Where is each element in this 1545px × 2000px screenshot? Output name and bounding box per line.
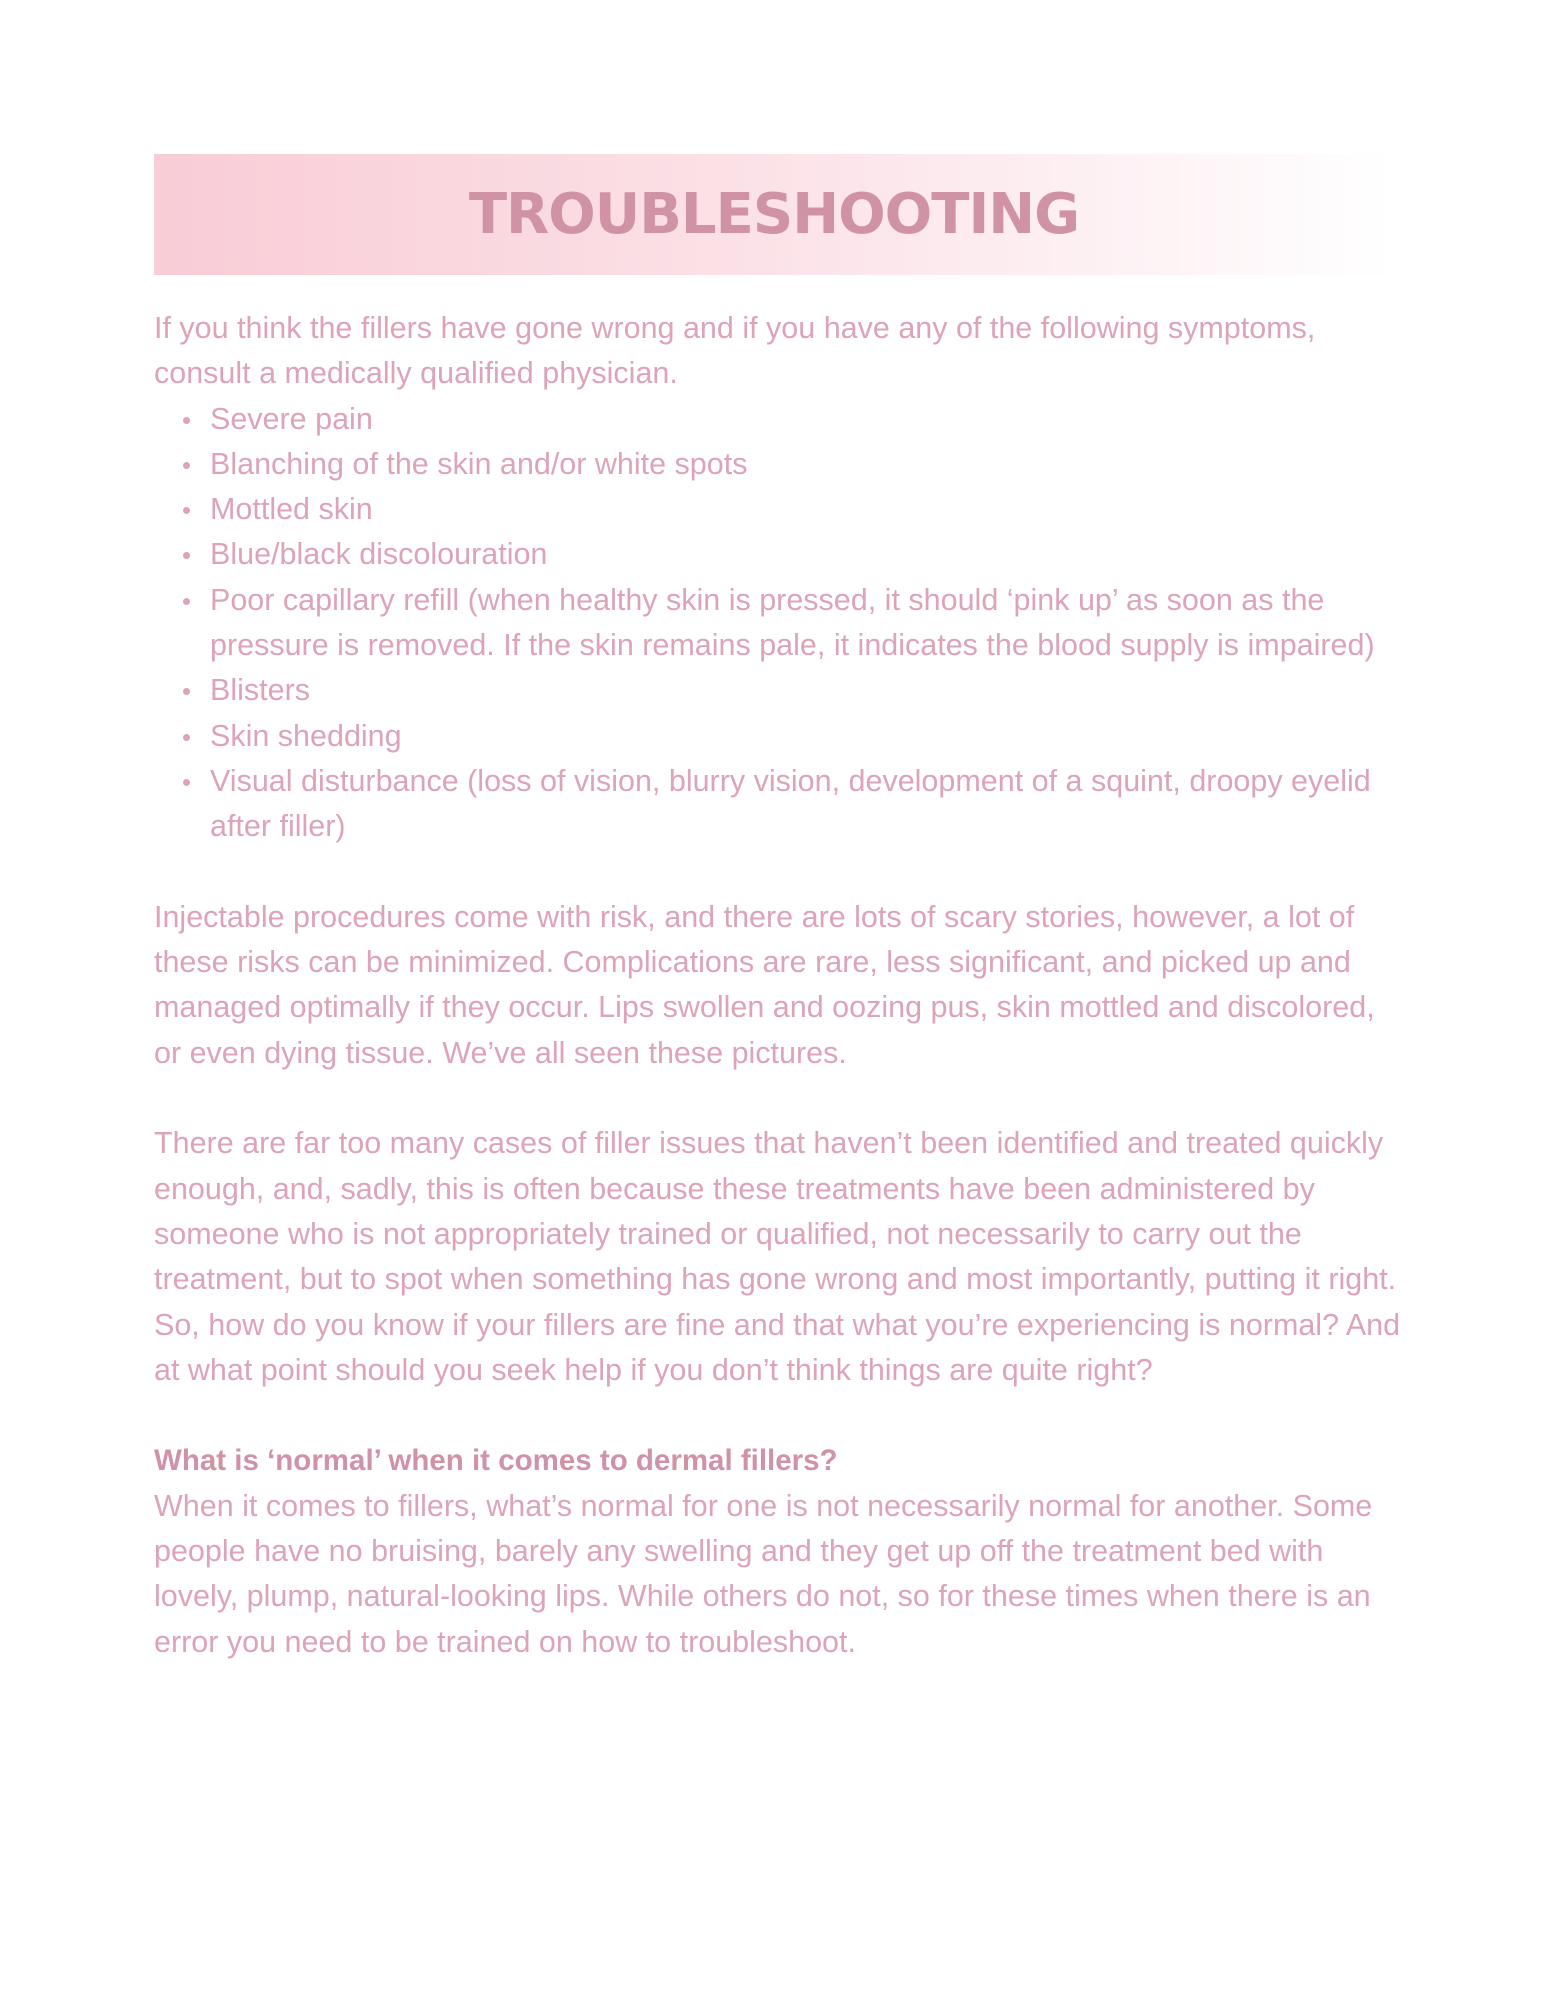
spacer [154,850,1404,895]
page-title: TROUBLESHOOTING [468,182,1080,247]
cases-paragraph: There are far too many cases of filler issues that haven’t been identified and treated quickly enough, and, sadly, this is often because these treatments have been administered by someone who is not appropriately trained or qualified, not necessarily to carry out the treatment, but to spot when something has gone wrong and most importantly, putting it right. So, how do you know if your fillers are fine and that what you’re experiencing is normal? And at what point should you seek help if you don’t think things are quite right? [154,1126,1401,1387]
normal-paragraph: When it comes to fillers, what’s normal for one is not necessarily normal for another. Some people have no bruising, barely any swelling and they get up off the treatment bed with lovely, plump, natural-looking lips. While others do not, so for these times when there is an error you need to be trained on how to troubleshoot. [154,1488,1373,1659]
spacer [154,1393,1404,1438]
list-item: Blisters [210,668,1404,713]
list-item: Blanching of the skin and/or white spots [210,442,1404,487]
content-body [154,306,1404,1665]
section-heading: What is ‘normal’ when it comes to dermal fillers? [154,1444,838,1478]
list-item: Blue/black discolouration [210,532,1404,577]
list-item: Severe pain [210,397,1404,442]
intro-paragraph: If you think the fillers have gone wrong and if you have any of the following symptoms, consult a medically qualified physician. [154,311,1316,391]
risk-paragraph: Injectable procedures come with risk, and there are lots of scary stories, however, a lot of these risks can be minimized. Complications are rare, less significant, and picked up and managed optimally if they occur. Lips swollen and oozing pus, skin mottled and discolored, or even dying tissue. We’ve all seen these pictures. [154,899,1375,1070]
list-item: Visual disturbance (loss of vision, blurry vision, development of a squint, droopy eyelid after filler) [210,759,1404,850]
list-item: Mottled skin [210,487,1404,532]
spacer [154,1076,1404,1121]
title-banner [154,154,1394,275]
list-item: Poor capillary refill (when healthy skin is pressed, it should ‘pink up’ as soon as the pressure is removed. If the skin remains pale, it indicates the blood supply is impaired) [210,578,1404,669]
list-item: Skin shedding [210,714,1404,759]
symptom-list [154,397,1404,850]
